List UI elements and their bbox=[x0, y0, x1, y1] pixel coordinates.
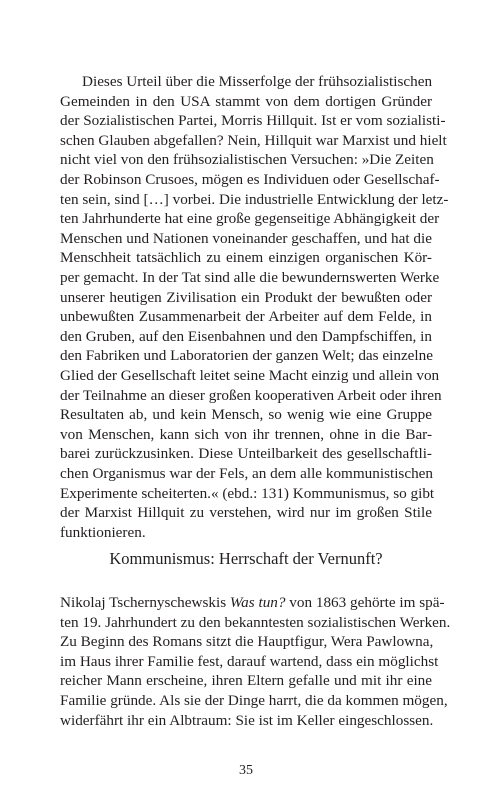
paragraph-line: Menschen und Nationen voneinander geschaffen, und hat die bbox=[60, 229, 432, 247]
paragraph-line: der Sozialistischen Partei, Morris Hillquit. Ist er vom sozialisti- bbox=[60, 112, 446, 130]
page-number: 35 bbox=[239, 763, 253, 778]
text-run: Nikolaj Tschernyschewskis bbox=[60, 594, 230, 611]
paragraph-line: den Gruben, auf den Eisenbahnen und den Dampfschiffen, in bbox=[60, 327, 432, 345]
paragraph-line: reicher Mann erscheine, ihren Eltern gefalle und mit ihr eine bbox=[60, 672, 432, 690]
paragraph-line: ten 19. Jahrhundert zu den bekanntesten sozialistischen Werken. bbox=[60, 613, 451, 631]
paragraph-line: den Fabriken und Laboratorien der ganzen Welt; das einzelne bbox=[60, 347, 433, 365]
paragraph-line: ten Jahrhunderte hat eine große gegenseitige Abhängigkeit der bbox=[60, 210, 440, 228]
paragraph-line: widerfährt ihr ein Albtraum: Sie ist im Keller eingeschlossen. bbox=[60, 711, 434, 729]
paragraph-line: von Menschen, kann sich von ihr trennen, ohne in die Bar- bbox=[60, 425, 432, 443]
paragraph-line: der Teilnahme an dieser großen kooperativen Arbeit oder ihren bbox=[60, 386, 442, 404]
paragraph-line: unbewußten Zusammenarbeit der Arbeiter auf dem Felde, in bbox=[60, 308, 432, 326]
paragraph-line-with-title bbox=[60, 592, 445, 613]
section-heading: Kommunismus: Herrschaft der Vernunft? bbox=[109, 549, 383, 568]
paragraph-line: schen Glauben abgefallen? Nein, Hillquit war Marxist und hielt bbox=[60, 131, 447, 149]
paragraph-line: Experimente scheiterten.« (ebd.: 131) Kommunismus, so gibt bbox=[60, 484, 435, 502]
paragraph-line: im Haus ihrer Familie fest, darauf wartend, dass ein möglichst bbox=[60, 652, 439, 670]
paragraph-line: Gemeinden in den USA stammt von dem dortigen Gründer bbox=[60, 92, 432, 110]
paragraph-line: der Marxist Hillquit zu verstehen, wird nur im großen Stile bbox=[60, 504, 432, 522]
paragraph-line: unserer heutigen Zivilisation ein Produkt der bewußten oder bbox=[60, 288, 432, 306]
paragraph-line: chen Organismus war der Fels, an dem alle kommunistischen bbox=[60, 465, 433, 482]
paragraph-line: Familie gründe. Als sie der Dinge harrt, die da kommen mögen, bbox=[60, 692, 448, 709]
text-run: von 1863 gehörte im spä- bbox=[285, 594, 445, 611]
paragraph-line: Resultaten ab, und kein Mensch, so wenig wie eine Gruppe bbox=[60, 406, 432, 424]
paragraph-line: ten sein, sind […] vorbei. Die industrielle Entwicklung der letz- bbox=[60, 190, 449, 208]
paragraph-line: der Robinson Crusoes, mögen es Individuen oder Gesellschaf- bbox=[60, 171, 440, 188]
book-title: Was tun? bbox=[229, 594, 286, 611]
paragraph-line: Glied der Gesellschaft leitet seine Macht einzig und allein von bbox=[60, 367, 440, 384]
paragraph-line: funktionieren. bbox=[60, 523, 146, 541]
paragraph-line: barei zurückzusinken. Diese Unteilbarkeit des gesellschaftli- bbox=[60, 445, 432, 463]
paragraph-line: Zu Beginn des Romans sitzt die Hauptfigur, Wera Pawlowna, bbox=[60, 633, 434, 651]
paragraph-line: nicht viel von den frühsozialistischen Versuchen: »Die Zeiten bbox=[60, 151, 434, 169]
paragraph-line: per gemacht. In der Tat sind alle die bewundernswerten Werke bbox=[60, 269, 440, 286]
paragraph-line: Menschheit tatsächlich zu einem einzigen organischen Kör- bbox=[60, 249, 432, 267]
paragraph-line: Dieses Urteil über die Misserfolge der frühsozialistischen bbox=[82, 73, 433, 90]
